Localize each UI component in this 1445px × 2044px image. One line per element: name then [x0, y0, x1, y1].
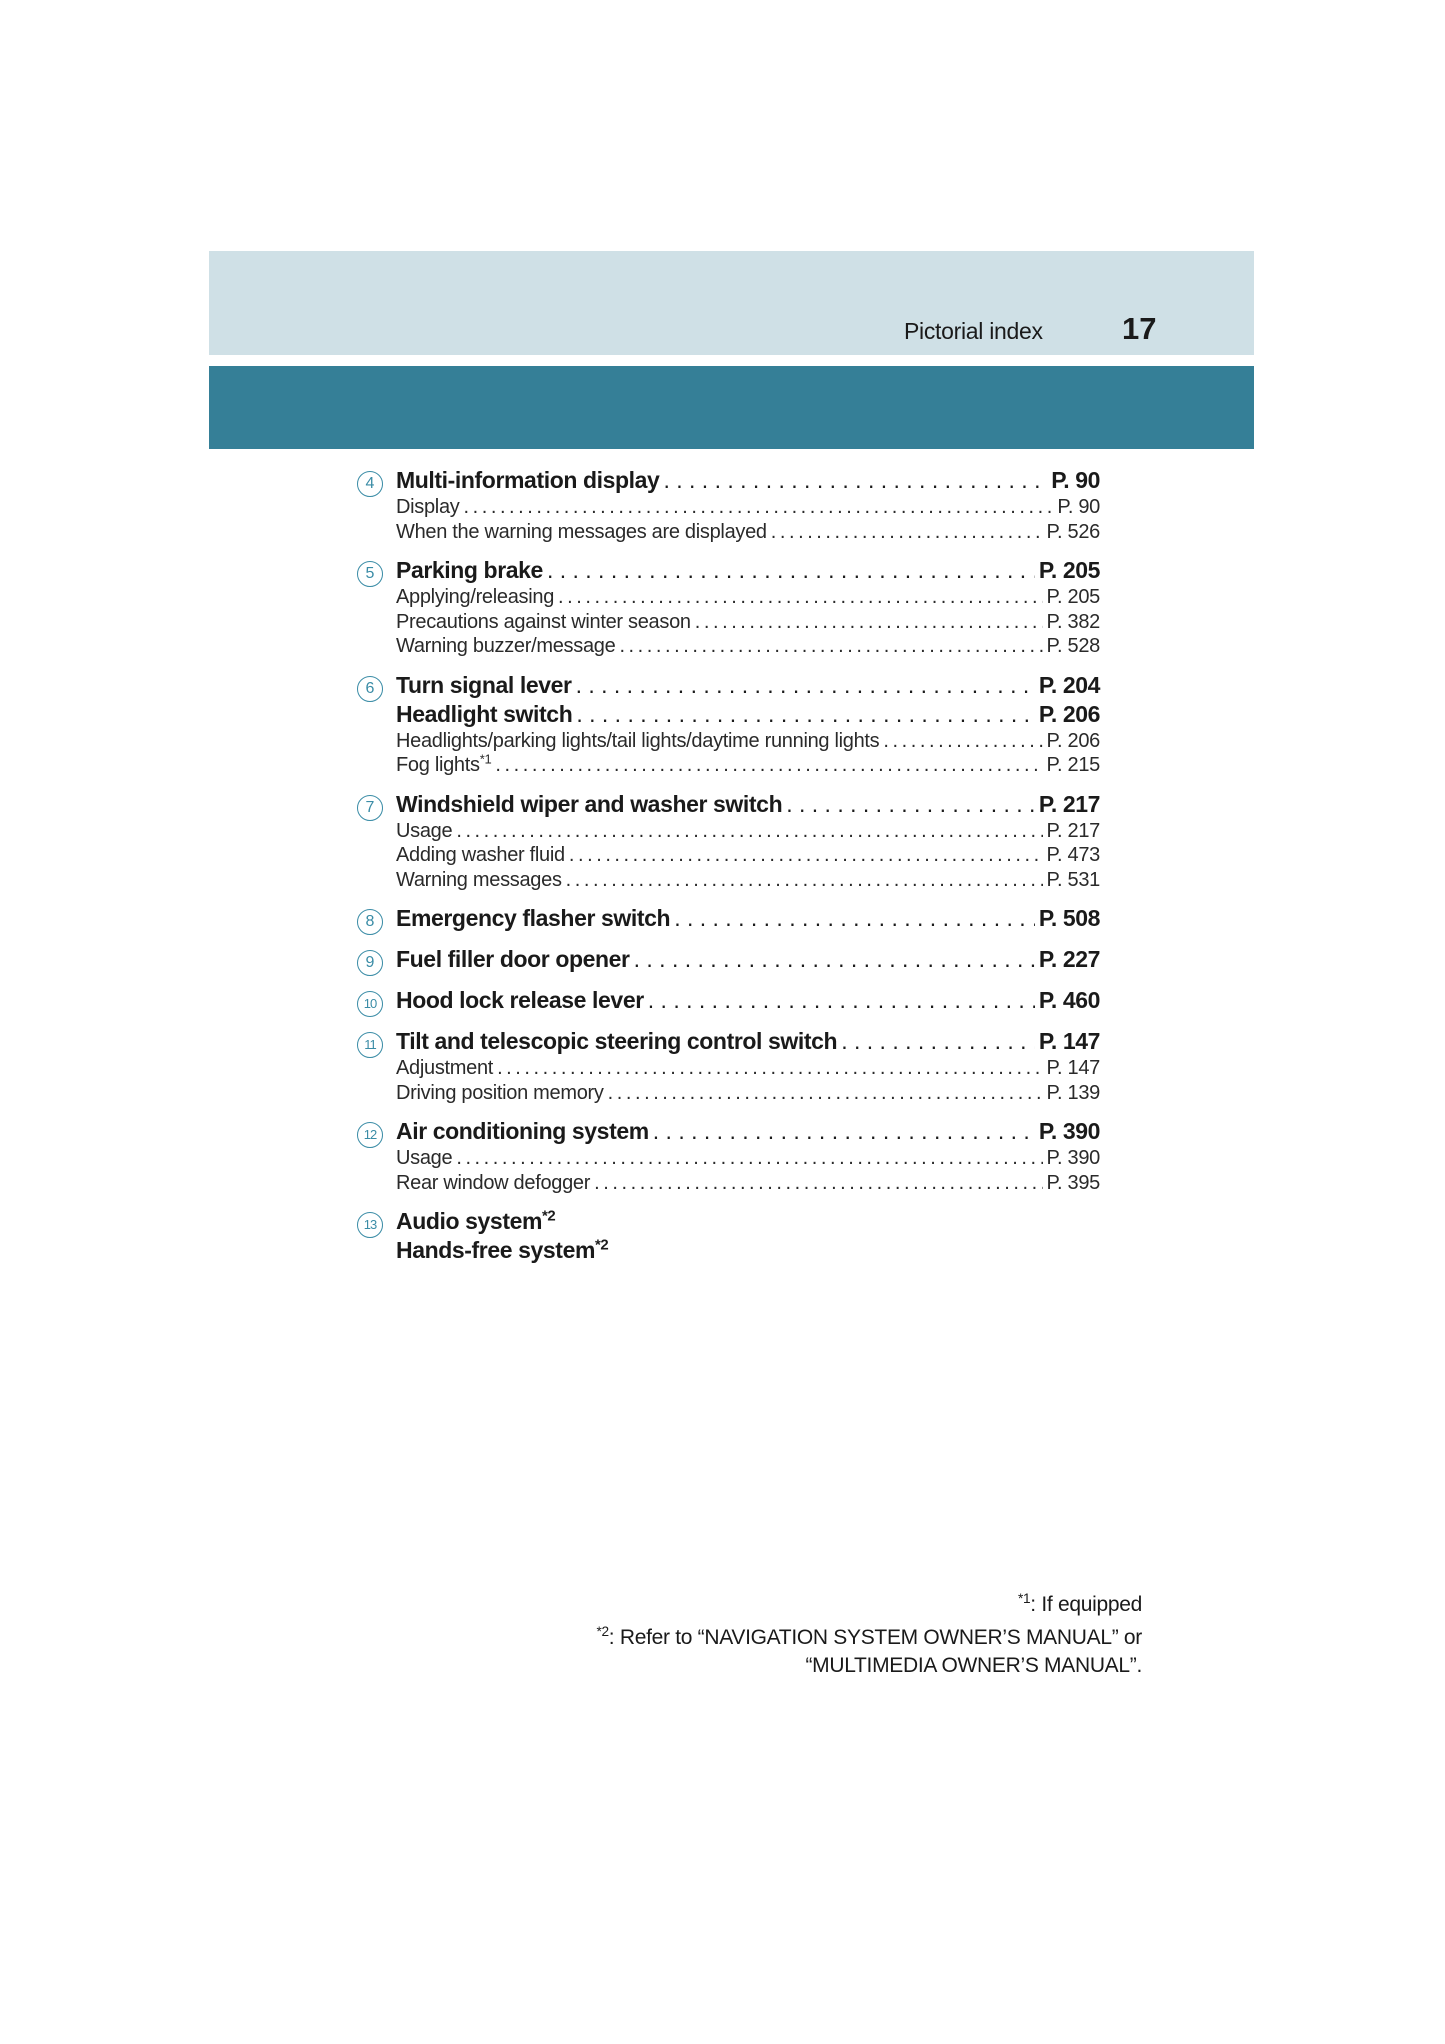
footnote-2-line-2: “MULTIMEDIA OWNER’S MANUAL”.: [805, 1654, 1142, 1677]
entry-label: [396, 521, 767, 544]
entry-label-text: Usage: [396, 819, 453, 842]
page-reference[interactable]: P. 206: [1038, 700, 1100, 727]
page-reference[interactable]: P. 205: [1046, 586, 1100, 608]
entry-label: [396, 946, 630, 973]
item-number-9: 9: [357, 950, 383, 976]
entry-label-text: Applying/releasing: [396, 586, 555, 608]
index-subentry: [396, 1172, 1100, 1195]
page-reference[interactable]: P. 215: [1046, 754, 1100, 776]
index-entry: [396, 467, 1100, 494]
item-number-4: 4: [357, 471, 383, 497]
footnote-1-mark: *1: [1018, 1591, 1031, 1606]
entry-label: [396, 869, 562, 892]
entry-label-text: Hood lock release lever: [396, 987, 644, 1013]
page-reference[interactable]: P. 147: [1046, 1057, 1100, 1079]
footnote-2-text: : Refer to “NAVIGATION SYSTEM OWNER’S MANUAL” or: [608, 1626, 1142, 1649]
entry-label-text: Tilt and telescopic steering control switch: [396, 1028, 838, 1054]
page-reference[interactable]: P. 390: [1038, 1118, 1100, 1144]
item-number-10: 10: [357, 991, 383, 1017]
entry-label: [396, 987, 644, 1014]
index-subentry: [396, 635, 1100, 658]
header-band-light: [209, 251, 1254, 355]
entry-label-text: Multi-information display: [396, 467, 660, 493]
leader-dots: [456, 1147, 1042, 1170]
page-reference[interactable]: P. 206: [1046, 729, 1100, 752]
entry-label: [396, 1208, 555, 1235]
entry-label: [396, 467, 659, 494]
leader-dots: [771, 521, 1043, 544]
entry-label: [396, 905, 670, 932]
entry-label-text: Audio system: [396, 1208, 543, 1234]
index-subentry: [396, 611, 1100, 634]
entry-label: [396, 751, 492, 777]
index-entry: [396, 672, 1100, 699]
page-reference[interactable]: P. 227: [1038, 946, 1100, 972]
index-subentry: [396, 844, 1100, 867]
page-reference[interactable]: P. 508: [1038, 905, 1100, 931]
leader-dots: [576, 672, 1035, 699]
entry-label: [396, 1118, 649, 1145]
page-reference[interactable]: P. 147: [1038, 1028, 1100, 1054]
item-number-13: 13: [357, 1212, 383, 1238]
page-reference[interactable]: P. 90: [1051, 467, 1100, 493]
page-reference[interactable]: P. 395: [1046, 1171, 1100, 1194]
footnote-marker: *2: [542, 1207, 556, 1225]
header-band-dark: [209, 366, 1254, 449]
page-reference[interactable]: P. 382: [1046, 610, 1100, 633]
entry-label-text: Warning buzzer/message: [396, 635, 616, 657]
footnote-2-line-1: [596, 1626, 1142, 1650]
entry-label: [396, 557, 543, 584]
item-number-11: 11: [357, 1032, 383, 1058]
entry-label-text: Turn signal lever: [396, 671, 572, 698]
leader-dots: [463, 496, 1053, 519]
leader-dots: [883, 730, 1042, 753]
entry-label-text: Fog lights: [396, 754, 480, 776]
item-number-12: 12: [357, 1122, 383, 1148]
entry-label-text: Parking brake: [396, 557, 543, 583]
entry-label: [396, 611, 691, 634]
index-subentry: [396, 521, 1100, 544]
leader-dots: [663, 467, 1047, 494]
page-reference[interactable]: P. 217: [1038, 790, 1100, 817]
entry-label: [396, 820, 452, 843]
entry-label: [396, 496, 459, 519]
index-subentry: [396, 1057, 1100, 1080]
page-reference[interactable]: P. 204: [1038, 671, 1100, 698]
entry-label-text: When the warning messages are displayed: [396, 520, 767, 543]
leader-dots: [576, 701, 1035, 728]
leader-dots: [547, 557, 1035, 584]
page-reference[interactable]: P. 205: [1038, 557, 1100, 583]
item-number-5: 5: [357, 561, 383, 587]
page-reference[interactable]: P. 531: [1046, 868, 1100, 891]
index-entry: [396, 905, 1100, 932]
index-entry: [396, 701, 1100, 728]
leader-dots: [569, 844, 1043, 867]
index-entry: [396, 987, 1100, 1014]
section-title: Pictorial index: [904, 318, 1043, 344]
entry-label-text: Hands-free system: [396, 1237, 596, 1263]
entry-label-text: Usage: [396, 1147, 453, 1169]
footnote-2-mark: *2: [596, 1624, 609, 1639]
leader-dots: [566, 869, 1043, 892]
index-subentry: [396, 496, 1100, 519]
index-entry: [396, 1118, 1100, 1145]
entry-label: [396, 1082, 604, 1105]
entry-label: [396, 1237, 608, 1264]
footnote-marker: *1: [479, 751, 492, 767]
leader-dots: [674, 905, 1035, 932]
item-number-6: 6: [357, 676, 383, 702]
entry-label: [396, 672, 572, 699]
entry-label: [396, 730, 879, 753]
index-subentry: [396, 1147, 1100, 1170]
page-reference[interactable]: P. 526: [1046, 520, 1100, 543]
entry-label-text: Rear window defogger: [396, 1171, 591, 1194]
leader-dots: [634, 946, 1035, 973]
index-entry: [396, 791, 1100, 818]
page-reference[interactable]: P. 217: [1046, 819, 1100, 842]
entry-label-text: Air conditioning system: [396, 1118, 649, 1144]
leader-dots: [619, 635, 1042, 658]
entry-label-text: Display: [396, 496, 460, 518]
entry-label: [396, 1057, 493, 1080]
entry-label: [396, 1172, 590, 1195]
entry-label-text: Precautions against winter season: [396, 610, 691, 633]
entry-label: [396, 1147, 452, 1170]
leader-dots: [786, 791, 1035, 818]
leader-dots: [653, 1118, 1035, 1145]
entry-label-text: Driving position memory: [396, 1081, 604, 1104]
item-number-8: 8: [357, 909, 383, 935]
page-reference[interactable]: P. 390: [1046, 1147, 1100, 1169]
index-subentry: [396, 586, 1100, 609]
entry-label-text: Adjustment: [396, 1057, 494, 1079]
leader-dots: [841, 1028, 1035, 1055]
footnote-1: [1018, 1593, 1142, 1617]
entry-label-text: Adding washer fluid: [396, 844, 565, 866]
entry-label: [396, 1028, 837, 1055]
footnote-1-text: : If equipped: [1030, 1593, 1142, 1616]
index-subentry: [396, 820, 1100, 843]
leader-dots: [695, 611, 1043, 634]
leader-dots: [456, 820, 1042, 843]
index-subentry: [396, 1082, 1100, 1105]
index-entry: [396, 1028, 1100, 1055]
leader-dots: [594, 1172, 1042, 1195]
item-number-7: 7: [357, 795, 383, 821]
index-subentry: [396, 730, 1100, 753]
entry-label-text: Headlights/parking lights/tail lights/daytime running lights: [396, 729, 880, 752]
page-number: 17: [1122, 311, 1157, 346]
leader-dots: [495, 754, 1042, 777]
index-entry: [396, 946, 1100, 973]
entry-label-text: Windshield wiper and washer switch: [396, 790, 783, 817]
index-entry: [396, 1208, 1100, 1235]
entry-label: [396, 844, 565, 867]
page-reference[interactable]: P. 90: [1057, 496, 1100, 518]
entry-label-text: Fuel filler door opener: [396, 946, 630, 972]
entry-label-text: Warning messages: [396, 868, 562, 891]
entry-label-text: Emergency flasher switch: [396, 905, 671, 931]
index-entry: [396, 557, 1100, 584]
entry-label: [396, 586, 554, 609]
page-reference[interactable]: P. 473: [1046, 844, 1100, 866]
index-subentry: [396, 869, 1100, 892]
page-reference[interactable]: P. 139: [1046, 1081, 1100, 1104]
footnote-marker: *2: [595, 1236, 609, 1254]
entry-label: [396, 701, 572, 728]
entry-label-text: Headlight switch: [396, 700, 573, 727]
entry-label: [396, 791, 782, 818]
index-subentry: [396, 751, 1100, 777]
index-entry: [396, 1237, 1100, 1264]
leader-dots: [608, 1082, 1043, 1105]
entry-label: [396, 635, 615, 658]
leader-dots: [497, 1057, 1042, 1080]
page-reference[interactable]: P. 528: [1046, 635, 1100, 657]
page-reference[interactable]: P. 460: [1038, 987, 1100, 1013]
leader-dots: [558, 586, 1043, 609]
leader-dots: [648, 987, 1035, 1014]
